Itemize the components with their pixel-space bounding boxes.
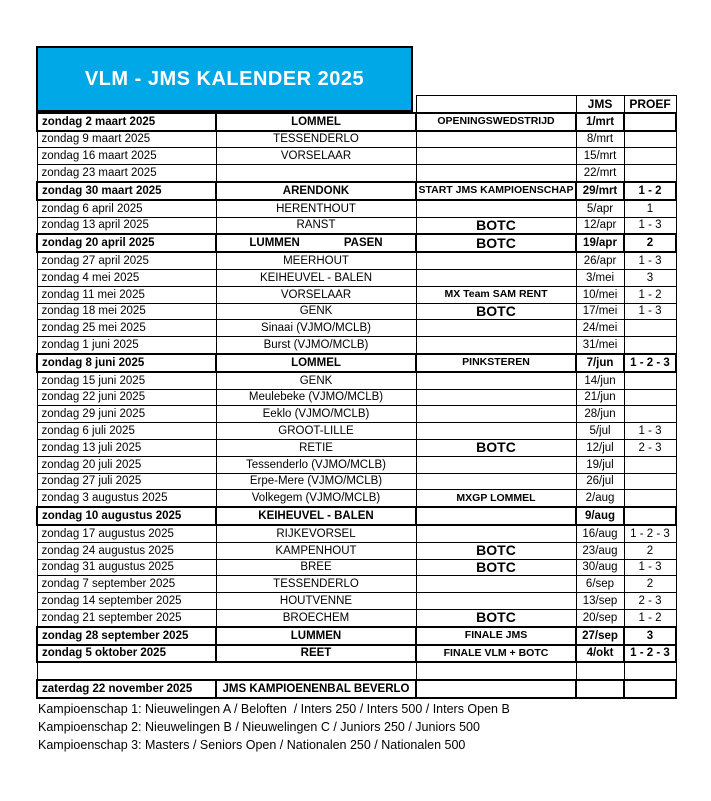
jms-cell: 15/mrt xyxy=(576,148,624,165)
note-cell: BOTC xyxy=(416,303,576,320)
note-cell xyxy=(416,525,576,542)
location-cell: RANST xyxy=(216,217,416,234)
note-cell: PINKSTEREN xyxy=(416,354,576,372)
location-cell: VORSELAAR xyxy=(216,148,416,165)
date-cell: zondag 6 april 2025 xyxy=(37,200,216,217)
header-jms: JMS xyxy=(576,96,624,113)
jms-cell: 24/mei xyxy=(576,320,624,337)
note-cell xyxy=(416,593,576,610)
table-row xyxy=(37,473,676,490)
location-cell: BREE xyxy=(216,559,416,576)
jms-cell: 21/jun xyxy=(576,389,624,406)
jms-cell: 20/sep xyxy=(576,609,624,626)
calendar-table-body xyxy=(37,113,676,698)
footer-line: Kampioenschap 3: Masters / Seniors Open / Nationalen 250 / Nationalen 500 xyxy=(38,738,466,752)
proef-cell: 1 - 3 xyxy=(624,303,676,320)
table-row xyxy=(37,217,676,234)
location-cell: HOUTVENNE xyxy=(216,593,416,610)
note-cell: START JMS KAMPIOENSCHAP xyxy=(416,182,576,200)
jms-cell: 17/mei xyxy=(576,303,624,320)
note-cell: BOTC xyxy=(416,234,576,252)
table-row xyxy=(37,131,676,148)
date-cell: zondag 18 mei 2025 xyxy=(37,303,216,320)
proef-cell: 2 xyxy=(624,542,676,559)
table-row xyxy=(37,423,676,440)
location-cell: RIJKEVORSEL xyxy=(216,525,416,542)
proef-cell: 1 - 2 xyxy=(624,286,676,303)
location-cell: LUMMEN xyxy=(216,627,416,645)
championship-legend xyxy=(38,700,510,754)
jms-cell: 14/jun xyxy=(576,372,624,389)
proef-cell: 2 - 3 xyxy=(624,439,676,456)
proef-cell xyxy=(624,148,676,165)
table-row xyxy=(37,113,676,131)
proef-cell: 1 - 3 xyxy=(624,252,676,269)
table-row xyxy=(37,542,676,559)
date-cell: zondag 28 september 2025 xyxy=(37,627,216,645)
note-cell xyxy=(416,320,576,337)
jms-cell: 28/jun xyxy=(576,406,624,423)
table-row xyxy=(37,200,676,217)
proef-cell xyxy=(624,490,676,507)
calendar-table xyxy=(36,95,677,699)
jms-cell: 12/apr xyxy=(576,217,624,234)
date-cell: zondag 25 mei 2025 xyxy=(37,320,216,337)
date-cell: zondag 1 juni 2025 xyxy=(37,337,216,354)
date-cell: zondag 2 maart 2025 xyxy=(37,113,216,131)
proef-cell xyxy=(624,507,676,525)
table-row xyxy=(37,148,676,165)
date-cell: zondag 24 augustus 2025 xyxy=(37,542,216,559)
date-cell: zondag 14 september 2025 xyxy=(37,593,216,610)
jms-cell: 27/sep xyxy=(576,627,624,645)
note-cell xyxy=(416,423,576,440)
jms-cell: 10/mei xyxy=(576,286,624,303)
proef-cell: 1 - 3 xyxy=(624,559,676,576)
location-cell: MEERHOUT xyxy=(216,252,416,269)
proef-cell: 2 xyxy=(624,576,676,593)
date-cell: zondag 13 april 2025 xyxy=(37,217,216,234)
jms-cell: 26/apr xyxy=(576,252,624,269)
table-row xyxy=(37,559,676,576)
jms-cell: 4/okt xyxy=(576,645,624,663)
table-row xyxy=(37,252,676,269)
note-cell: OPENINGSWEDSTRIJD xyxy=(416,113,576,131)
location-cell: JMS KAMPIOENENBAL BEVERLO xyxy=(216,680,416,698)
jms-cell: 6/sep xyxy=(576,576,624,593)
date-cell: zondag 31 augustus 2025 xyxy=(37,559,216,576)
table-row xyxy=(37,286,676,303)
location-cell: VORSELAAR xyxy=(216,286,416,303)
header-proef: PROEF xyxy=(624,96,676,113)
note-cell xyxy=(416,456,576,473)
note-cell xyxy=(416,680,576,698)
location-cell: ARENDONK xyxy=(216,182,416,200)
location-split xyxy=(217,237,415,249)
date-cell: zondag 20 juli 2025 xyxy=(37,456,216,473)
note-cell xyxy=(416,662,576,680)
proef-cell: 3 xyxy=(624,627,676,645)
jms-cell: 9/aug xyxy=(576,507,624,525)
date-cell: zondag 10 augustus 2025 xyxy=(37,507,216,525)
note-cell: MX Team SAM RENT xyxy=(416,286,576,303)
location-cell: GENK xyxy=(216,303,416,320)
proef-cell: 2 xyxy=(624,234,676,252)
jms-cell: 19/apr xyxy=(576,234,624,252)
table-row xyxy=(37,354,676,372)
location-cell: Eeklo (VJMO/MCLB) xyxy=(216,406,416,423)
note-cell xyxy=(416,252,576,269)
table-row xyxy=(37,303,676,320)
date-cell: zondag 15 juni 2025 xyxy=(37,372,216,389)
jms-cell: 5/apr xyxy=(576,200,624,217)
note-cell xyxy=(416,473,576,490)
location-cell: BROECHEM xyxy=(216,609,416,626)
table-row xyxy=(37,680,676,698)
header-note xyxy=(416,96,576,113)
date-cell: zondag 8 juni 2025 xyxy=(37,354,216,372)
date-cell: zondag 21 september 2025 xyxy=(37,609,216,626)
note-cell: BOTC xyxy=(416,439,576,456)
proef-cell: 1 - 2 - 3 xyxy=(624,525,676,542)
location-cell: REET xyxy=(216,645,416,663)
date-cell: zondag 7 september 2025 xyxy=(37,576,216,593)
jms-cell: 26/jul xyxy=(576,473,624,490)
note-cell xyxy=(416,269,576,286)
jms-cell: 7/jun xyxy=(576,354,624,372)
page-title: VLM - JMS KALENDER 2025 xyxy=(84,67,365,90)
note-cell: BOTC xyxy=(416,542,576,559)
proef-cell: 1 xyxy=(624,200,676,217)
note-cell xyxy=(416,337,576,354)
location-cell: GROOT-LILLE xyxy=(216,423,416,440)
proef-cell xyxy=(624,131,676,148)
proef-cell xyxy=(624,389,676,406)
date-cell: zondag 5 oktober 2025 xyxy=(37,645,216,663)
jms-cell: 3/mei xyxy=(576,269,624,286)
location-cell: KEIHEUVEL - BALEN xyxy=(216,507,416,525)
note-cell xyxy=(416,576,576,593)
jms-cell: 29/mrt xyxy=(576,182,624,200)
note-cell xyxy=(416,389,576,406)
proef-cell: 1 - 2 - 3 xyxy=(624,645,676,663)
date-cell: zondag 17 augustus 2025 xyxy=(37,525,216,542)
jms-cell: 1/mrt xyxy=(576,113,624,131)
date-cell: zondag 16 maart 2025 xyxy=(37,148,216,165)
date-cell: zondag 11 mei 2025 xyxy=(37,286,216,303)
note-cell xyxy=(416,372,576,389)
table-row xyxy=(37,372,676,389)
table-row xyxy=(37,165,676,182)
table-row xyxy=(37,456,676,473)
empty-row xyxy=(37,662,676,680)
location-cell: Sinaai (VJMO/MCLB) xyxy=(216,320,416,337)
table-row xyxy=(37,337,676,354)
footer-line: Kampioenschap 2: Nieuwelingen B / Nieuwelingen C / Juniors 250 / Juniors 500 xyxy=(38,720,480,734)
jms-cell: 12/jul xyxy=(576,439,624,456)
jms-cell: 5/jul xyxy=(576,423,624,440)
proef-cell: 1 - 3 xyxy=(624,217,676,234)
location-cell: Volkegem (VJMO/MCLB) xyxy=(216,490,416,507)
table-row xyxy=(37,439,676,456)
proef-cell: 2 - 3 xyxy=(624,593,676,610)
note-cell xyxy=(416,406,576,423)
title-banner xyxy=(36,46,413,112)
jms-cell: 23/aug xyxy=(576,542,624,559)
date-cell: zondag 27 april 2025 xyxy=(37,252,216,269)
date-cell: zondag 22 juni 2025 xyxy=(37,389,216,406)
note-cell xyxy=(416,131,576,148)
proef-cell xyxy=(624,113,676,131)
table-row xyxy=(37,269,676,286)
proef-cell: 1 - 2 - 3 xyxy=(624,354,676,372)
table-row xyxy=(37,507,676,525)
footer-line: Kampioenschap 1: Nieuwelingen A / Beloften / Inters 250 / Inters 500 / Inters Open B xyxy=(38,702,510,716)
date-cell: zondag 27 juli 2025 xyxy=(37,473,216,490)
proef-cell: 1 - 2 xyxy=(624,609,676,626)
jms-cell: 13/sep xyxy=(576,593,624,610)
table-row xyxy=(37,406,676,423)
table-row xyxy=(37,320,676,337)
date-cell: zondag 3 augustus 2025 xyxy=(37,490,216,507)
table-row xyxy=(37,389,676,406)
table-row xyxy=(37,627,676,645)
table-row xyxy=(37,182,676,200)
date-cell xyxy=(37,662,416,680)
table-row xyxy=(37,234,676,252)
proef-cell xyxy=(624,165,676,182)
table-row xyxy=(37,576,676,593)
date-cell: zaterdag 22 november 2025 xyxy=(37,680,216,698)
date-cell: zondag 23 maart 2025 xyxy=(37,165,216,182)
proef-cell: 3 xyxy=(624,269,676,286)
location-cell: LOMMEL xyxy=(216,354,416,372)
table-row xyxy=(37,525,676,542)
proef-cell xyxy=(624,662,676,680)
proef-cell xyxy=(624,406,676,423)
location-cell: Tessenderlo (VJMO/MCLB) xyxy=(216,456,416,473)
proef-cell: 1 - 3 xyxy=(624,423,676,440)
proef-cell xyxy=(624,456,676,473)
date-cell: zondag 20 april 2025 xyxy=(37,234,216,252)
date-cell: zondag 29 juni 2025 xyxy=(37,406,216,423)
location-cell: Burst (VJMO/MCLB) xyxy=(216,337,416,354)
table-row xyxy=(37,645,676,663)
location-cell: RETIE xyxy=(216,439,416,456)
jms-cell xyxy=(576,662,624,680)
location-cell xyxy=(216,234,416,252)
jms-cell: 31/mei xyxy=(576,337,624,354)
proef-cell xyxy=(624,680,676,698)
location-cell: GENK xyxy=(216,372,416,389)
location-cell: Erpe-Mere (VJMO/MCLB) xyxy=(216,473,416,490)
table-row xyxy=(37,490,676,507)
location-cell: HERENTHOUT xyxy=(216,200,416,217)
location-cell: LOMMEL xyxy=(216,113,416,131)
date-cell: zondag 9 maart 2025 xyxy=(37,131,216,148)
note-cell: BOTC xyxy=(416,217,576,234)
note-cell: MXGP LOMMEL xyxy=(416,490,576,507)
jms-cell: 22/mrt xyxy=(576,165,624,182)
location-extra-text: PASEN xyxy=(343,237,383,250)
location-cell: TESSENDERLO xyxy=(216,576,416,593)
date-cell: zondag 4 mei 2025 xyxy=(37,269,216,286)
location-cell: TESSENDERLO xyxy=(216,131,416,148)
note-cell: FINALE VLM + BOTC xyxy=(416,645,576,663)
location-text: LUMMEN xyxy=(249,237,300,250)
jms-cell: 30/aug xyxy=(576,559,624,576)
note-cell: BOTC xyxy=(416,609,576,626)
note-cell xyxy=(416,507,576,525)
table-row xyxy=(37,593,676,610)
jms-cell xyxy=(576,680,624,698)
proef-cell xyxy=(624,473,676,490)
jms-cell: 16/aug xyxy=(576,525,624,542)
note-cell xyxy=(416,200,576,217)
location-cell: Meulebeke (VJMO/MCLB) xyxy=(216,389,416,406)
jms-cell: 19/jul xyxy=(576,456,624,473)
note-cell: BOTC xyxy=(416,559,576,576)
location-cell xyxy=(216,165,416,182)
date-cell: zondag 6 juli 2025 xyxy=(37,423,216,440)
date-cell: zondag 13 juli 2025 xyxy=(37,439,216,456)
jms-cell: 8/mrt xyxy=(576,131,624,148)
proef-cell xyxy=(624,372,676,389)
note-cell xyxy=(416,165,576,182)
proef-cell xyxy=(624,337,676,354)
jms-cell: 2/aug xyxy=(576,490,624,507)
location-cell: KAMPENHOUT xyxy=(216,542,416,559)
proef-cell xyxy=(624,320,676,337)
location-cell: KEIHEUVEL - BALEN xyxy=(216,269,416,286)
note-cell xyxy=(416,148,576,165)
note-cell: FINALE JMS xyxy=(416,627,576,645)
date-cell: zondag 30 maart 2025 xyxy=(37,182,216,200)
proef-cell: 1 - 2 xyxy=(624,182,676,200)
table-row xyxy=(37,609,676,626)
